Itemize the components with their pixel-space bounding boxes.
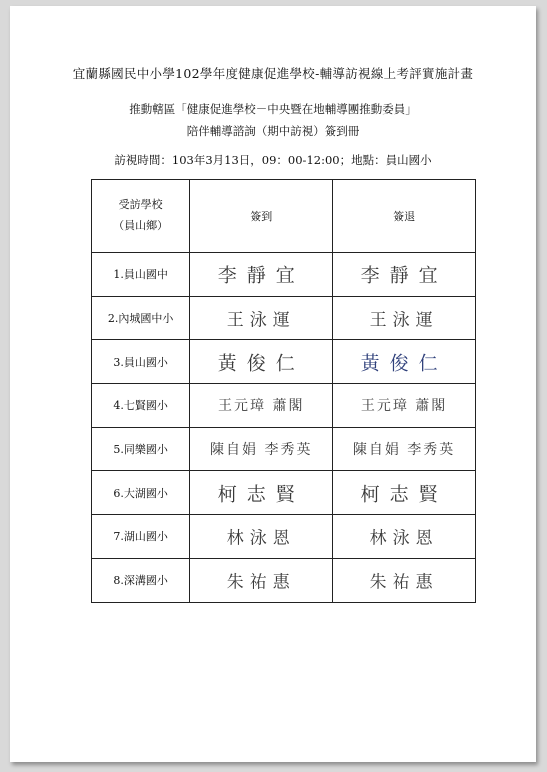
table-header-row <box>92 180 476 253</box>
sign-out-signature: 李靜宜 <box>360 264 448 287</box>
sign-out-cell <box>333 340 476 384</box>
sign-out-cell <box>333 471 476 515</box>
table-row <box>92 515 476 559</box>
sign-in-cell <box>190 253 333 297</box>
school-name: 4.七賢國小 <box>92 384 190 428</box>
sign-out-cell <box>333 384 476 428</box>
sign-in-table <box>91 179 476 603</box>
table-row <box>92 558 476 602</box>
school-name: 3.員山國小 <box>92 340 190 384</box>
document-title: 宜蘭縣國民中小學102學年度健康促進學校-輔導訪視線上考評實施計畫 <box>72 66 474 81</box>
school-name: 8.深溝國小 <box>92 558 190 602</box>
school-name: 2.內城國中小 <box>92 296 190 340</box>
sign-in-signature: 林泳恩 <box>226 528 296 549</box>
sign-in-signature: 李靜宜 <box>217 264 305 287</box>
header-school-line-2: （員山鄉） <box>113 219 169 232</box>
school-name: 1.員山國中 <box>92 253 190 297</box>
sign-in-cell <box>190 558 333 602</box>
sign-in-cell <box>190 427 333 471</box>
school-name: 6.大湖國小 <box>92 471 190 515</box>
sign-in-signature: 朱祐惠 <box>226 572 296 593</box>
sign-in-signature: 黃俊仁 <box>217 352 305 375</box>
sign-in-signature: 柯志賢 <box>217 483 305 506</box>
sign-out-signature: 黃俊仁 <box>360 352 448 375</box>
header-school <box>92 180 190 253</box>
visit-info: 訪視時間：103年3月13日，09：00-12:00；地點：員山國小 <box>114 153 432 167</box>
sign-out-signature: 林泳恩 <box>369 528 439 549</box>
table-row <box>92 471 476 515</box>
sign-in-signature: 王元璋 蕭閣 <box>218 398 305 415</box>
header-sign-out: 簽退 <box>333 180 476 253</box>
sign-out-signature: 柯志賢 <box>360 483 448 506</box>
sign-in-cell <box>190 471 333 515</box>
document-subtitle-2: 陪伴輔導諮詢（期中訪視）簽到冊 <box>186 124 360 138</box>
sign-in-cell <box>190 384 333 428</box>
sign-out-cell <box>333 296 476 340</box>
sign-in-signature: 王泳運 <box>226 310 296 331</box>
table-row <box>92 384 476 428</box>
document-page <box>10 6 536 762</box>
table-row <box>92 427 476 471</box>
sign-out-signature: 朱祐惠 <box>369 572 439 593</box>
sign-out-cell <box>333 515 476 559</box>
sign-out-cell <box>333 558 476 602</box>
header-school-line-1: 受訪學校 <box>118 198 163 212</box>
table-row <box>92 296 476 340</box>
sign-in-cell <box>190 296 333 340</box>
sign-in-signature: 陳自娟 李秀英 <box>210 442 313 459</box>
school-name: 5.同樂國小 <box>92 427 190 471</box>
sign-out-signature: 王元璋 蕭閣 <box>360 398 448 415</box>
sign-in-cell <box>190 340 333 384</box>
sign-out-signature: 陳自娟 李秀英 <box>352 442 456 459</box>
sign-in-cell <box>190 515 333 559</box>
document-subtitle-1: 推動轄區「健康促進學校－中央暨在地輔導團推動委員」 <box>129 102 417 116</box>
sign-out-cell <box>333 253 476 297</box>
table-row <box>92 340 476 384</box>
sign-out-signature: 王泳運 <box>369 310 439 331</box>
sign-out-cell <box>333 427 476 471</box>
header-sign-in: 簽到 <box>190 180 333 253</box>
school-name: 7.湖山國小 <box>92 515 190 559</box>
table-row <box>92 253 476 297</box>
